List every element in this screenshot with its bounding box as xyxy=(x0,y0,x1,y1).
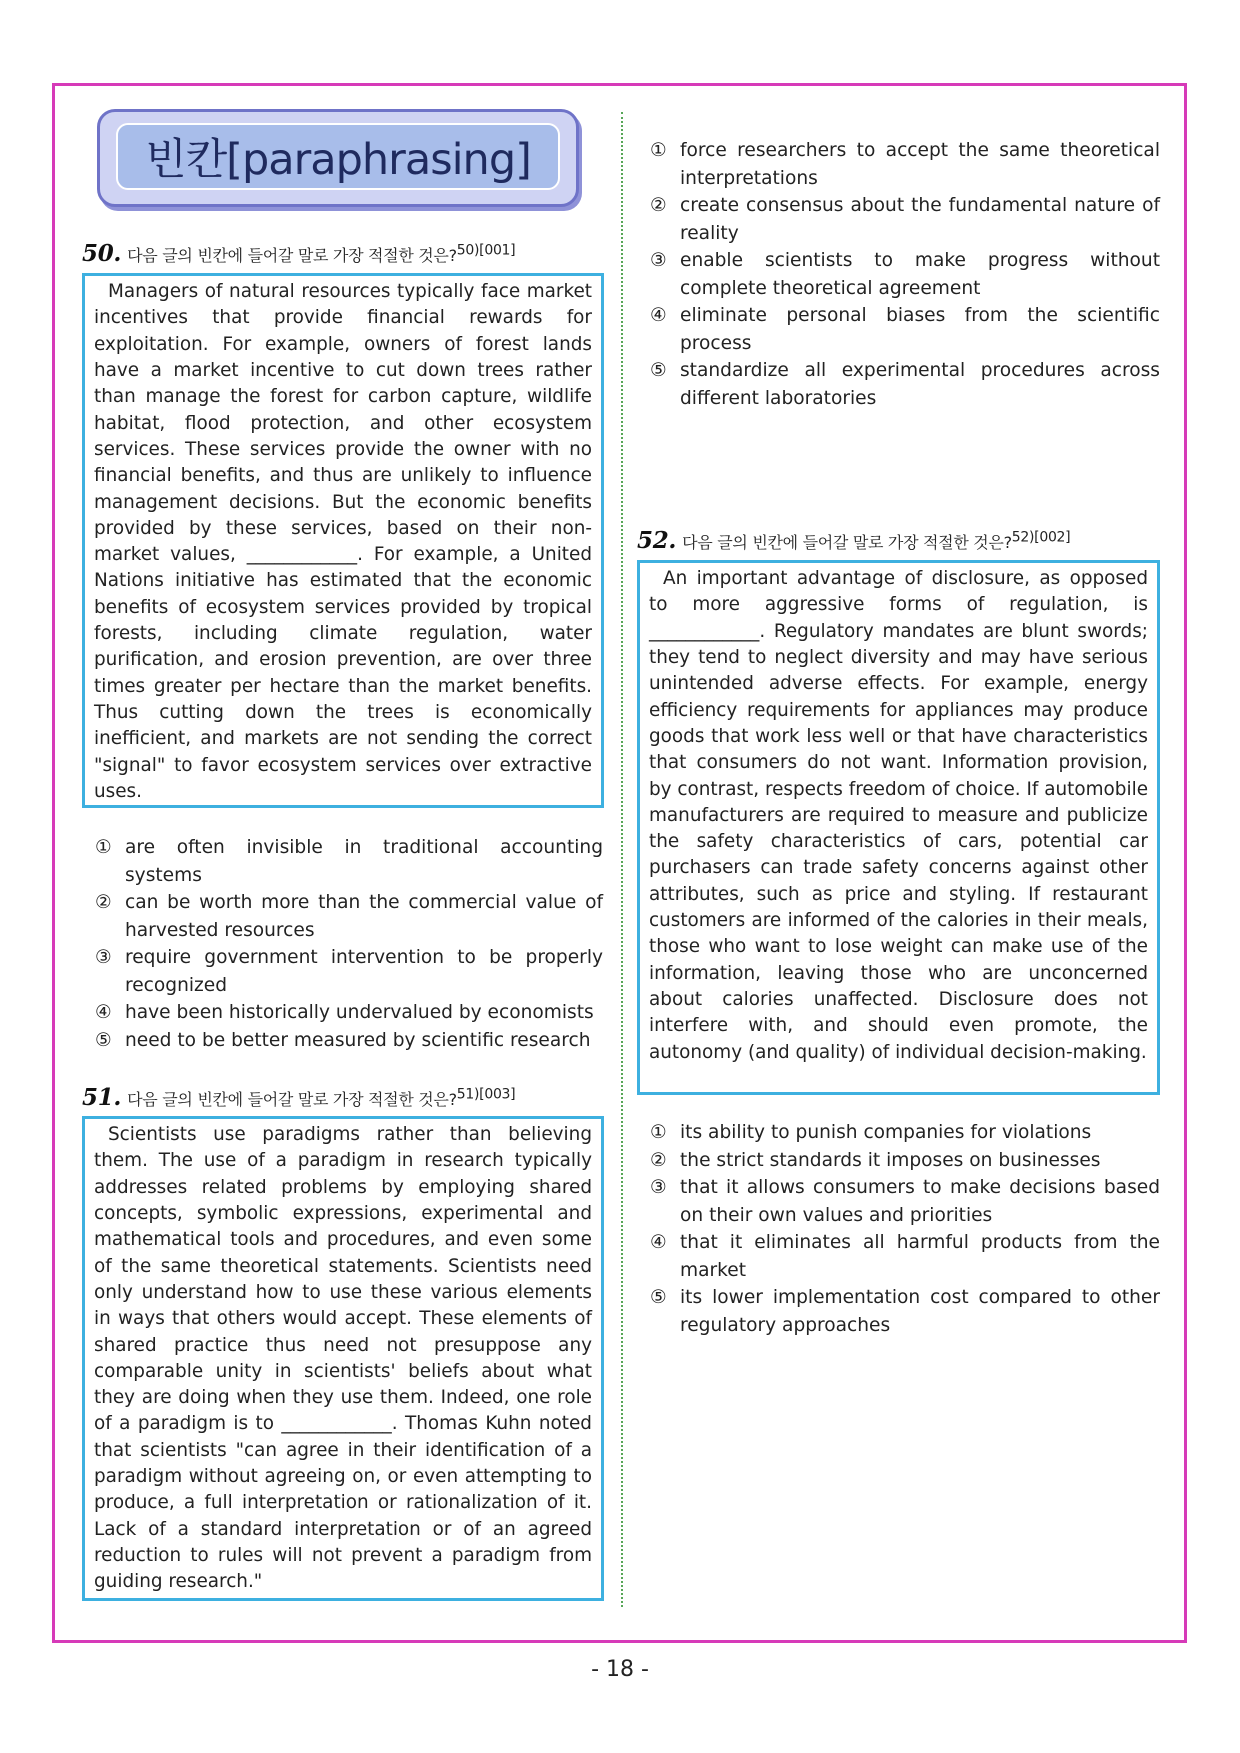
question-52-header xyxy=(637,527,1070,554)
choice-number: ① xyxy=(650,140,667,161)
question-51-choice-5[interactable] xyxy=(650,357,1160,412)
question-50-prompt: 다음 글의 빈칸에 들어갈 말로 가장 적절한 것은? xyxy=(127,246,457,265)
choice-number: ④ xyxy=(650,305,667,326)
question-52-source: 52)[002] xyxy=(1011,529,1071,546)
question-50-header xyxy=(82,240,515,267)
choice-text: enable scientists to make progress without complete theoretical agreement xyxy=(680,250,1160,299)
choice-number: ② xyxy=(650,195,667,216)
question-51-passage-box xyxy=(82,1116,604,1601)
question-52-passage-box xyxy=(637,560,1160,1095)
choice-text: need to be better measured by scientific research xyxy=(125,1029,591,1051)
question-51-source: 51)[003] xyxy=(456,1086,516,1103)
choice-text: that it eliminates all harmful products from the market xyxy=(680,1232,1160,1281)
question-50-number: 50. xyxy=(82,240,122,267)
question-50-choice-4[interactable] xyxy=(95,999,603,1027)
choice-number: ① xyxy=(650,1122,667,1143)
section-title-banner xyxy=(97,109,579,207)
question-51-prompt: 다음 글의 빈칸에 들어갈 말로 가장 적절한 것은? xyxy=(127,1090,457,1109)
section-title: 빈칸[paraphrasing] xyxy=(145,135,531,185)
choice-number: ④ xyxy=(650,1232,667,1253)
choice-number: ⑤ xyxy=(650,1287,667,1308)
choice-number: ③ xyxy=(95,947,112,968)
question-52-choice-4[interactable] xyxy=(650,1229,1160,1284)
question-52-choice-3[interactable] xyxy=(650,1174,1160,1229)
choice-text: eliminate personal biases from the scientific process xyxy=(680,305,1160,354)
question-51-number: 51. xyxy=(82,1084,122,1111)
question-50-source: 50)[001] xyxy=(456,242,516,259)
question-52-number: 52. xyxy=(637,527,677,554)
question-52-passage: An important advantage of disclosure, as opposed to more aggressive forms of regulation, is ____________. Regulatory mandates are blunt swords; they tend to neglect diversity and may have serious unintended adverse effects. For example, energy efficiency requirements for appliances may produce goods that work less well or that have characteristics that consumers do not want. Information provision, by contrast, respects freedom of choice. If automobile manufacturers are required to measure and publicize the safety characteristics of cars, potential car purchasers can trade safety concerns against other attributes, such as price and styling. If restaurant customers are informed of the calories in their meals, those who want to lose weight can make use of the information, leaving those who are unconcerned about calories unaffected. Disclosure does not interfere with, and should even promote, the autonomy (and quality) of individual decision-making. xyxy=(649,568,1149,1063)
choice-number: ⑤ xyxy=(650,360,667,381)
choice-text: its lower implementation cost compared to other regulatory approaches xyxy=(680,1287,1160,1336)
question-52-choice-5[interactable] xyxy=(650,1284,1160,1339)
question-52-choices xyxy=(650,1119,1160,1339)
choice-text: create consensus about the fundamental nature of reality xyxy=(680,195,1160,244)
question-50-choice-5[interactable] xyxy=(95,1027,603,1055)
choice-text: force researchers to accept the same theoretical interpretations xyxy=(680,140,1160,189)
choice-number: ④ xyxy=(95,1002,112,1023)
question-51-passage: Scientists use paradigms rather than believing them. The use of a paradigm in research typically addresses related problems by employing shared concepts, symbolic expressions, experimental and mathematical tools and procedures, and even some of the same theoretical statements. Scientists need only understand how to use these various elements in ways that others would accept. These elements of shared practice thus need not presuppose any comparable unity in scientists' beliefs about what they are doing when they use them. Indeed, one role of a paradigm is to ____________. Thomas Kuhn noted that scientists "can agree in their identification of a paradigm without agreeing on, or even attempting to produce, a full interpretation or rationalization of it. Lack of a standard interpretation or of an agreed reduction to rules will not prevent a paradigm from guiding research." xyxy=(94,1124,592,1593)
question-51-choice-2[interactable] xyxy=(650,192,1160,247)
choice-text: are often invisible in traditional accounting systems xyxy=(125,837,603,886)
column-divider xyxy=(621,112,623,1607)
choice-text: the strict standards it imposes on businesses xyxy=(680,1149,1101,1171)
choice-text: have been historically undervalued by economists xyxy=(125,1002,594,1023)
question-52-prompt: 다음 글의 빈칸에 들어갈 말로 가장 적절한 것은? xyxy=(682,533,1012,552)
choice-number: ⑤ xyxy=(95,1029,112,1051)
question-50-choice-3[interactable] xyxy=(95,944,603,999)
section-title-inner xyxy=(116,123,560,190)
question-50-choices xyxy=(95,834,603,1054)
choice-number: ② xyxy=(650,1149,667,1171)
choice-text: its ability to punish companies for violations xyxy=(680,1122,1092,1143)
choice-number: ③ xyxy=(650,250,667,271)
question-50-passage-box xyxy=(82,273,604,808)
question-51-choice-1[interactable] xyxy=(650,137,1160,192)
choice-number: ② xyxy=(95,892,112,913)
choice-text: standardize all experimental procedures across different laboratories xyxy=(680,360,1160,409)
question-50-choice-2[interactable] xyxy=(95,889,603,944)
question-52-choice-2[interactable] xyxy=(650,1147,1160,1175)
choice-text: that it allows consumers to make decisions based on their own values and priorities xyxy=(680,1177,1160,1226)
choice-text: require government intervention to be properly recognized xyxy=(125,947,603,996)
question-50-choice-1[interactable] xyxy=(95,834,603,889)
question-51-choice-3[interactable] xyxy=(650,247,1160,302)
question-52-choice-1[interactable] xyxy=(650,1119,1160,1147)
choice-number: ① xyxy=(95,837,112,858)
question-51-header xyxy=(82,1084,515,1111)
question-51-choices xyxy=(650,137,1160,412)
choice-number: ③ xyxy=(650,1177,667,1198)
question-51-choice-4[interactable] xyxy=(650,302,1160,357)
choice-text: can be worth more than the commercial value of harvested resources xyxy=(125,892,603,941)
question-50-passage: Managers of natural resources typically face market incentives that provide financial rewards for exploitation. For example, owners of forest lands have a market incentive to cut down trees rather than manage the forest for carbon capture, wildlife habitat, flood protection, and other ecosystem services. These services provide the owner with no financial benefits, and thus are unlikely to influence management decisions. But the economic benefits provided by these services, based on their non-market values, ____________. For example, a United Nations initiative has estimated that the economic benefits of ecosystem services provided by tropical forests, including climate regulation, water purification, and erosion prevention, are over three times greater per hectare than the market benefits. Thus cutting down the trees is economically inefficient, and markets are not sending the correct "signal" to favor ecosystem services over extractive uses. xyxy=(94,281,592,802)
page-number: - 18 - xyxy=(591,1657,649,1682)
